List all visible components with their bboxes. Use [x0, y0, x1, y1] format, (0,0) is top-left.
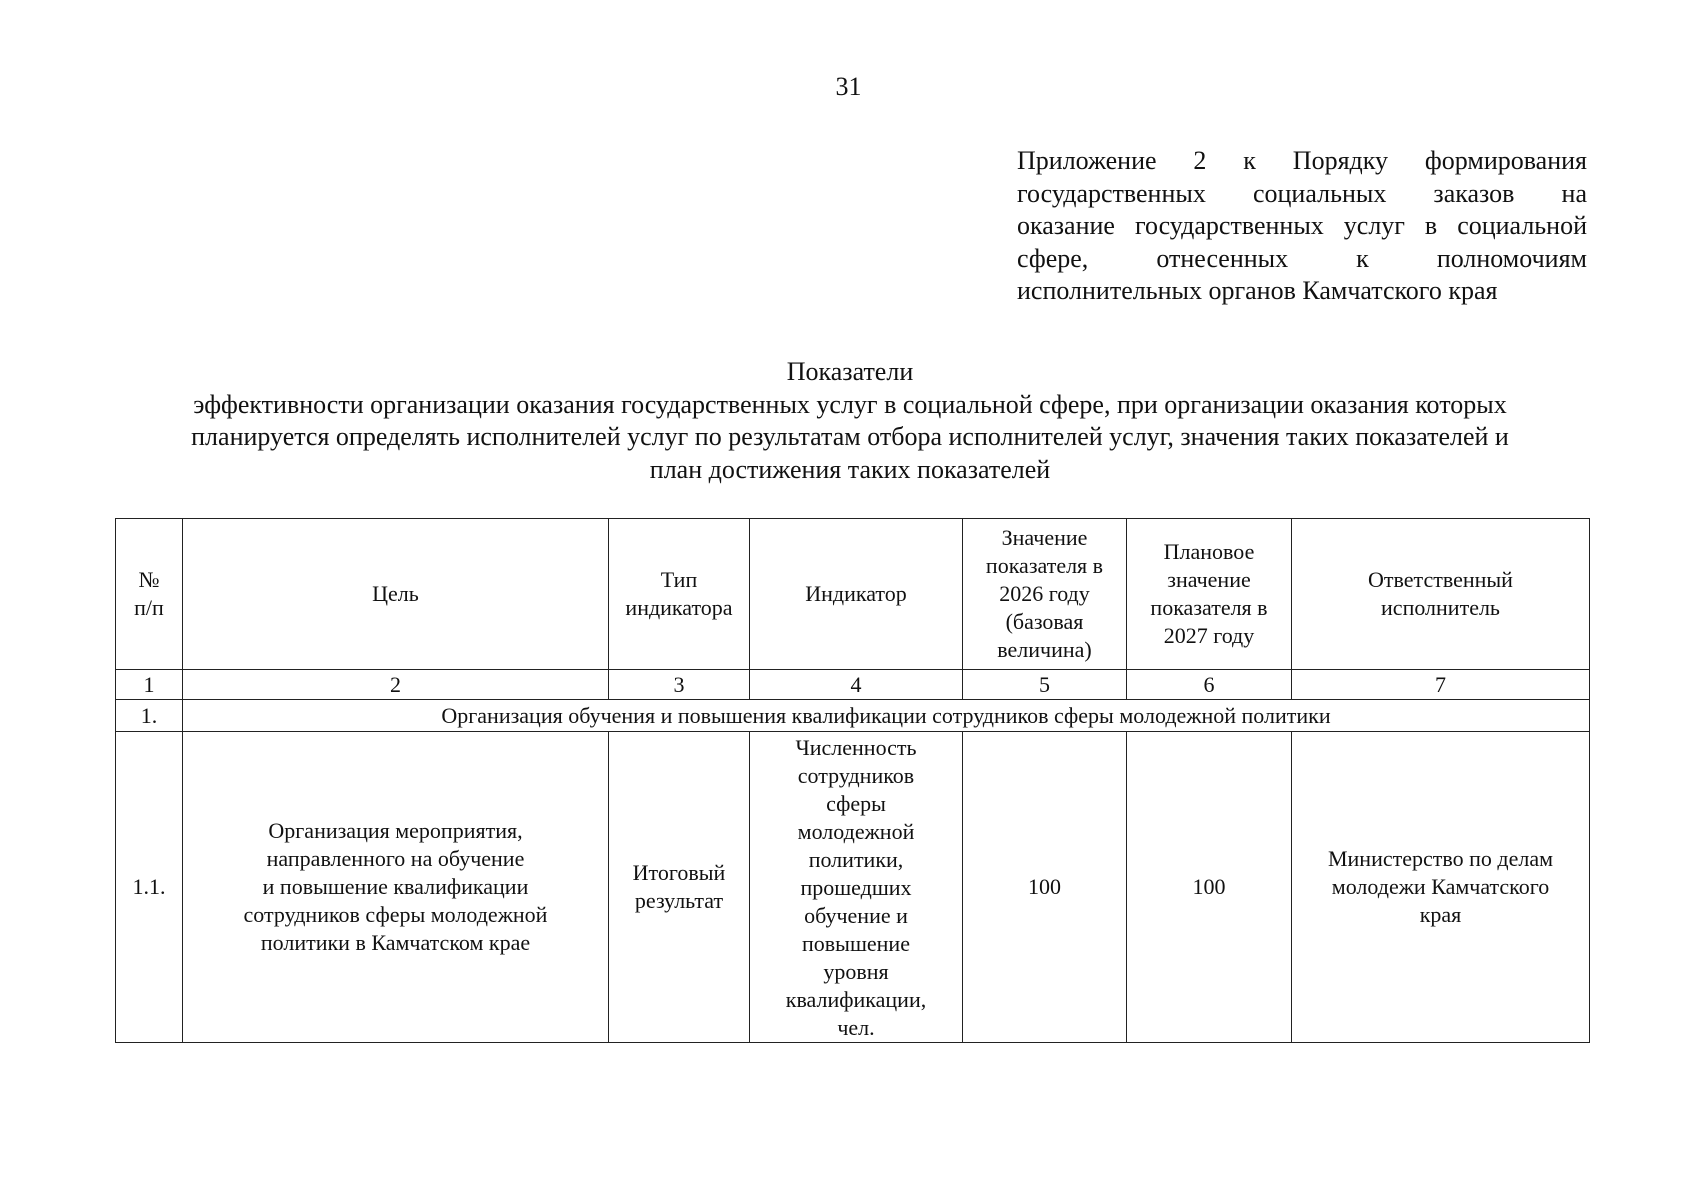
header-cell-plan-value: Плановое значение показателя в 2027 году — [1127, 519, 1292, 670]
column-number: 7 — [1292, 670, 1590, 700]
section-title: Организация обучения и повышения квалификации сотрудников сферы молодежной политики — [183, 700, 1590, 732]
document-title — [120, 356, 1580, 486]
column-number: 6 — [1127, 670, 1292, 700]
section-number: 1. — [116, 700, 183, 732]
title-line: эффективности организации оказания государственных услуг в социальной сфере, при организации оказания которых — [193, 389, 1507, 419]
section-row — [116, 700, 1590, 732]
goal-cell: Организация мероприятия, направленного на обучение и повышение квалификации сотрудников сферы молодежной политики в Камчатском крае — [183, 732, 609, 1043]
base-value-cell: 100 — [963, 732, 1127, 1043]
appendix-line: оказание государственных услуг в социальной — [1017, 211, 1587, 240]
page-number: 31 — [835, 72, 862, 101]
column-number: 5 — [963, 670, 1127, 700]
header-cell-goal: Цель — [183, 519, 609, 670]
table-row — [116, 732, 1590, 1043]
header-cell-base-value: Значение показателя в 2026 году (базовая величина) — [963, 519, 1127, 670]
header-cell-number: № п/п — [116, 519, 183, 670]
indicator-cell: Численность сотрудников сферы молодежной политики, прошедших обучение и повышение уровня квалификации, чел. — [750, 732, 963, 1043]
row-number: 1.1. — [116, 732, 183, 1043]
header-cell-indicator-type: Тип индикатора — [609, 519, 750, 670]
table-header-row — [116, 519, 1590, 670]
column-number-row — [116, 670, 1590, 700]
indicator-type-cell: Итоговый результат — [609, 732, 750, 1043]
appendix-note — [1017, 145, 1587, 308]
responsible-cell: Министерство по делам молодежи Камчатского края — [1292, 732, 1590, 1043]
appendix-line: государственных социальных заказов на — [1017, 178, 1587, 208]
title-line: Показатели — [786, 357, 914, 386]
header-cell-responsible: Ответственный исполнитель — [1292, 519, 1590, 670]
appendix-line: сфере, отнесенных к полномочиям — [1017, 243, 1587, 273]
column-number: 4 — [750, 670, 963, 700]
title-line: планируется определять исполнителей услуг по результатам отбора исполнителей услуг, значения таких показателей и — [191, 422, 1509, 451]
plan-value-cell: 100 — [1127, 732, 1292, 1043]
column-number: 3 — [609, 670, 750, 700]
column-number: 2 — [183, 670, 609, 700]
appendix-line: Приложение 2 к Порядку формирования — [1017, 146, 1587, 175]
header-cell-indicator: Индикатор — [750, 519, 963, 670]
indicators-table — [115, 518, 1590, 1043]
title-line: план достижения таких показателей — [649, 454, 1051, 484]
appendix-line: исполнительных органов Камчатского края — [1017, 276, 1498, 305]
column-number: 1 — [116, 670, 183, 700]
